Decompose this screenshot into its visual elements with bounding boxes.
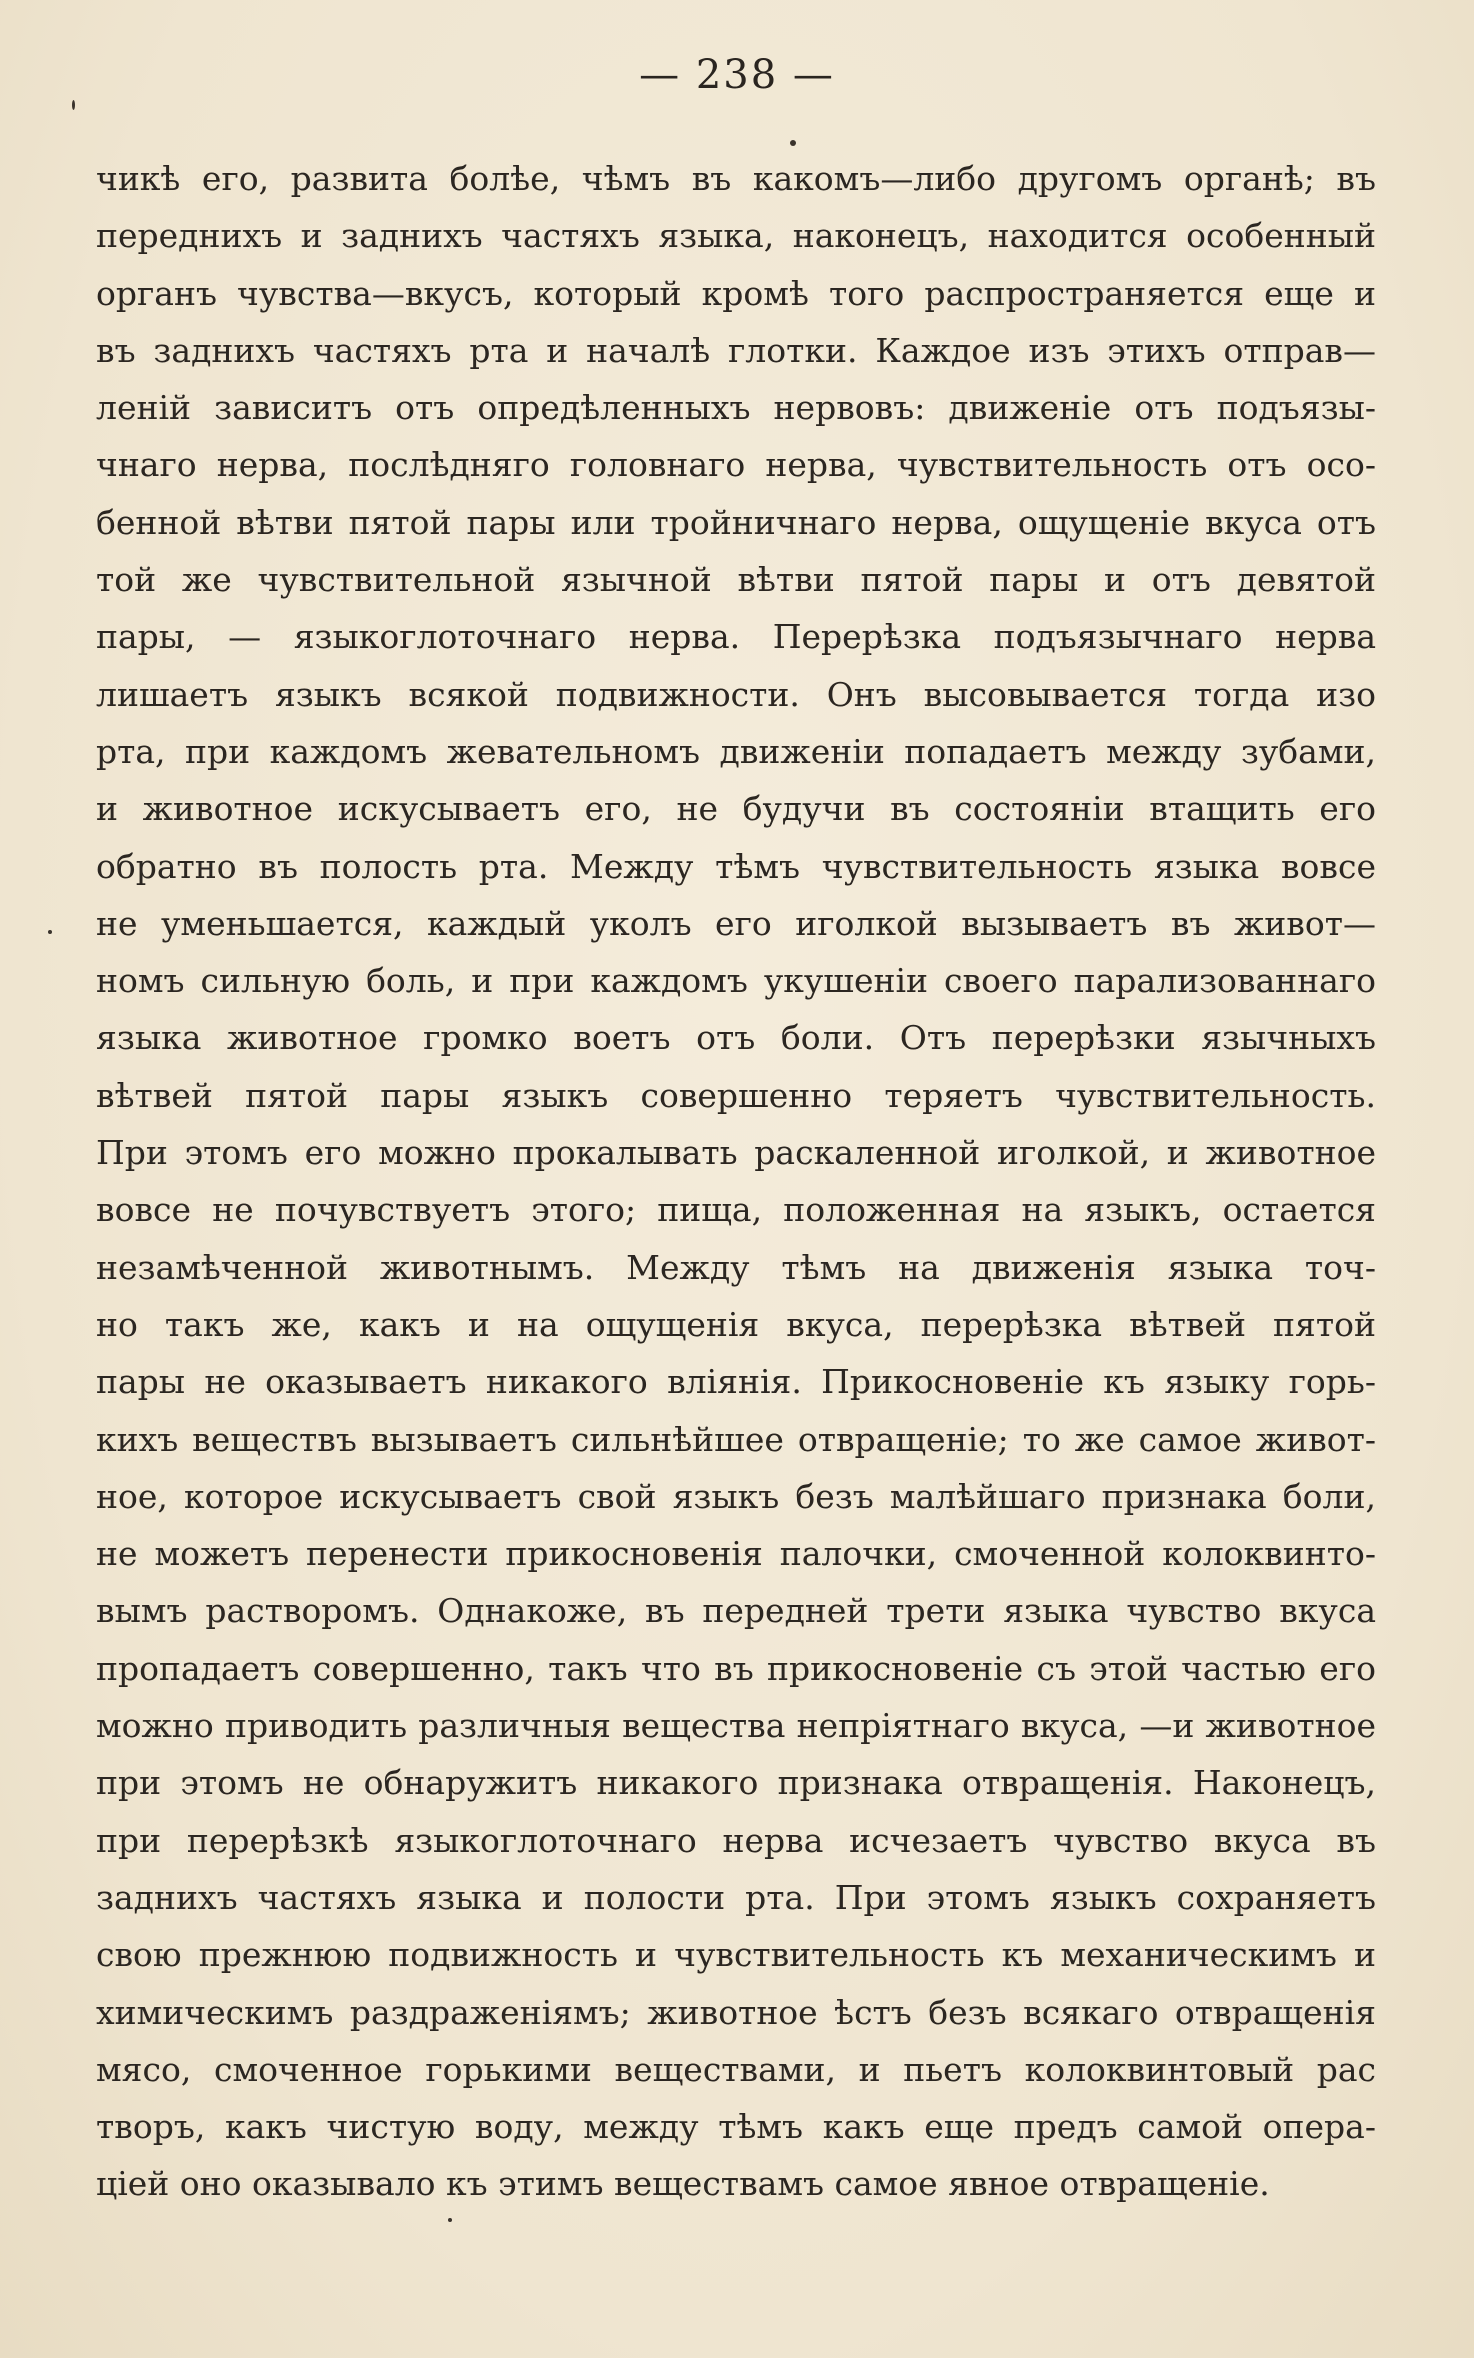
text-line: заднихъ частяхъ языка и полости рта. При этомъ языкъ сохраняетъ: [96, 1877, 1376, 1917]
ink-speck: [790, 140, 796, 146]
text-line: не уменьшается, каждый уколъ его иголкой вызываетъ въ живот—: [96, 903, 1376, 943]
text-line: вѣтвей пятой пары языкъ совершенно теряетъ чувствительность.: [96, 1075, 1376, 1115]
text-line: пропадаетъ совершенно, такъ что въ прикосновеніе съ этой частью его: [96, 1648, 1376, 1688]
text-line: мясо, смоченное горькими веществами, и пьетъ колоквинтовый рас: [96, 2049, 1376, 2089]
text-line: рта, при каждомъ жевательномъ движеніи попадаетъ между зубами,: [96, 731, 1376, 771]
text-line: творъ, какъ чистую воду, между тѣмъ какъ еще предъ самой опера-: [96, 2107, 1376, 2147]
text-line: номъ сильную боль, и при каждомъ укушеніи своего парализованнаго: [96, 961, 1376, 1001]
text-line: пары не оказываетъ никакого вліянія. Прикосновеніе къ языку горь-: [96, 1362, 1376, 1402]
text-line: пары, — языкоглоточнаго нерва. Перерѣзка подъязычнаго нерва: [96, 617, 1376, 657]
body-text: [96, 150, 1376, 2213]
text-line: можно приводить различныя вещества непріятнаго вкуса, —и животное: [96, 1706, 1376, 1746]
text-line: леній зависитъ отъ опредѣленныхъ нервовъ: движеніе отъ подъязы-: [96, 388, 1376, 428]
ink-speck: [72, 100, 75, 110]
text-line: чнаго нерва, послѣдняго головнаго нерва, чувствительность отъ осо-: [96, 445, 1376, 485]
text-line: бенной вѣтви пятой пары или тройничнаго нерва, ощущеніе вкуса отъ: [96, 502, 1376, 542]
text-line: языка животное громко воетъ отъ боли. Отъ перерѣзки язычныхъ: [96, 1018, 1376, 1058]
text-line: лишаетъ языкъ всякой подвижности. Онъ высовывается тогда изо: [96, 674, 1376, 714]
text-line: вовсе не почувствуетъ этого; пища, положенная на языкъ, остается: [96, 1190, 1376, 1230]
text-line: въ заднихъ частяхъ рта и началѣ глотки. Каждое изъ этихъ отправ—: [96, 330, 1376, 370]
text-line: при перерѣзкѣ языкоглоточнаго нерва исчезаетъ чувство вкуса въ: [96, 1820, 1376, 1860]
text-line: незамѣченной животнымъ. Между тѣмъ на движенія языка точ-: [96, 1247, 1376, 1287]
text-line: чикѣ его, развита болѣе, чѣмъ въ какомъ—либо другомъ органѣ; въ: [96, 159, 1376, 198]
text-line-last: ціей оно оказывало къ этимъ веществамъ самое явное отвращеніе.: [96, 2164, 1270, 2204]
ink-speck: [48, 930, 52, 934]
page-number: — 238 —: [639, 52, 835, 98]
text-line: но такъ же, какъ и на ощущенія вкуса, перерѣзка вѣтвей пятой: [96, 1304, 1376, 1344]
text-line: при этомъ не обнаружитъ никакого признака отвращенія. Наконецъ,: [96, 1763, 1376, 1803]
text-line: химическимъ раздраженіямъ; животное ѣстъ безъ всякаго отвращенія: [96, 1992, 1376, 2032]
text-line: той же чувствительной язычной вѣтви пятой пары и отъ девятой: [96, 560, 1376, 600]
text-line: свою прежнюю подвижность и чувствительность къ механическимъ и: [96, 1935, 1376, 1975]
text-line: обратно въ полость рта. Между тѣмъ чувствительность языка вовсе: [96, 846, 1376, 886]
text-line: не можетъ перенести прикосновенія палочки, смоченной колоквинто-: [96, 1534, 1376, 1574]
text-line: При этомъ его можно прокалывать раскаленной иголкой, и животное: [96, 1133, 1376, 1173]
text-line: вымъ растворомъ. Однакоже, въ передней трети языка чувство вкуса: [96, 1591, 1376, 1631]
text-line: кихъ веществъ вызываетъ сильнѣйшее отвращеніе; то же самое живот-: [96, 1419, 1376, 1459]
text-line: органъ чувства—вкусъ, который кромѣ того распространяется еще и: [96, 273, 1376, 313]
text-line: переднихъ и заднихъ частяхъ языка, наконецъ, находится особенный: [96, 216, 1376, 256]
text-line: и животное искусываетъ его, не будучи въ состояніи втащить его: [96, 789, 1376, 829]
ink-speck: [448, 2218, 452, 2222]
text-line: ное, которое искусываетъ свой языкъ безъ малѣйшаго признака боли,: [96, 1476, 1376, 1516]
